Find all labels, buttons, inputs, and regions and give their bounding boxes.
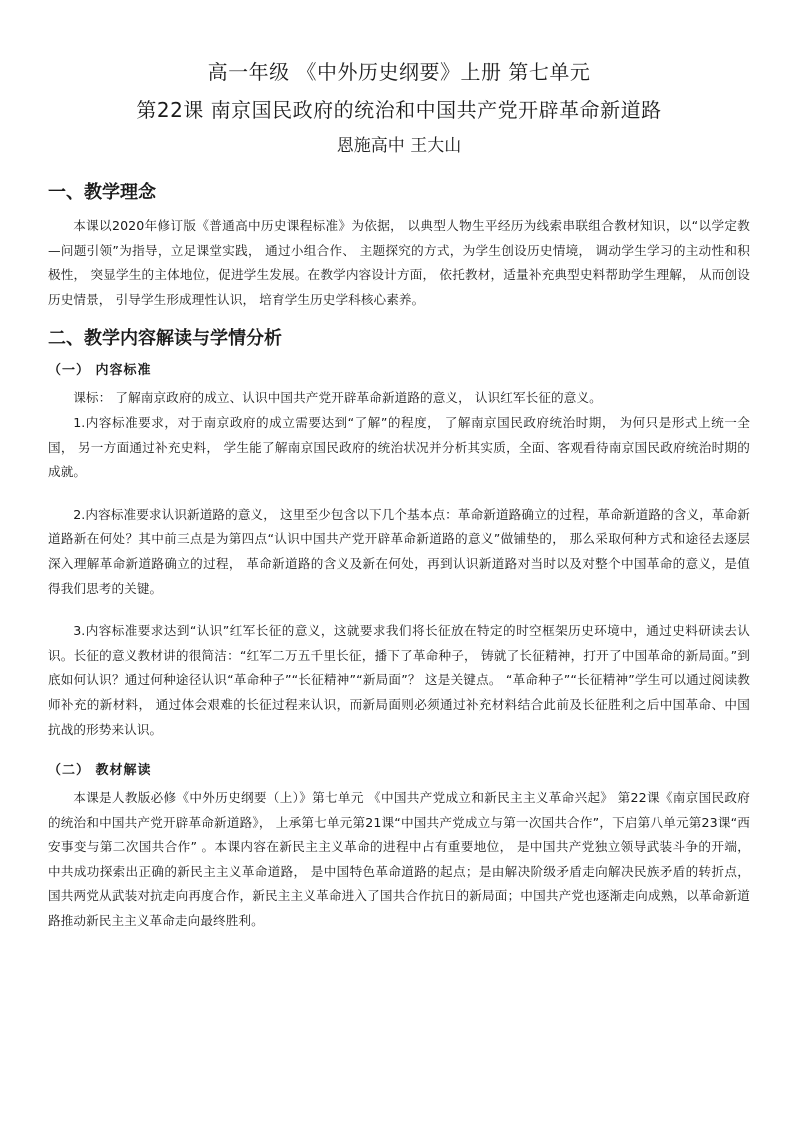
- subsection-heading: （一） 内容标准: [48, 363, 152, 379]
- paragraph: 课标： 了解南京政府的成立、认识中国共产党开辟革命新道路的意义， 认识红军长征的意义。: [73, 390, 602, 406]
- subsection-heading: （二） 教材解读: [48, 763, 152, 779]
- paragraph: 本课以2020年修订版《普通高中历史课程标准》为依据， 以典型人物生平经历为线索串联组合教材知识，以“以学定教—问题引领”为指导，立足课堂实践， 通过小组合作、 主题探究的方式，为学生创设历史情境， 调动学生学习的主动性和积极性， 突显学生的主体地位，促进学生发展。在教学内容设计方面， 依托教材，适量补充典型史料帮助学生理解， 从而创设历史情景， 引导学生形成理性认识， 培育学生历史学科核心素养。: [48, 218, 750, 307]
- lesson-title: 第22课 南京国民政府的统治和中国共产党开辟革命新道路: [136, 98, 662, 122]
- title-block: [48, 58, 750, 158]
- paragraph: 3.内容标准要求达到“认识”红军长征的意义，这就要求我们将长征放在特定的时空框架历史环境中，通过史料研读去认识。长征的意义教材讲的很简洁：“红军二万五千里长征，播下了革命种子， 铸就了长征精神，打开了中国革命的新局面。”到底如何认识？通过何种途径认识“革命种子”“长征精神”“新局面”？ 这是关键点。 “革命种子”“长征精神”学生可以通过阅读教师补充的新材料， 通过体会艰难的长征过程来认识，而新局面则必须通过补充材料结合此前及长征胜利之后中国革命、中国抗战的形势来认识。: [48, 623, 750, 737]
- subsection-textbook-analysis: [48, 760, 750, 934]
- section-heading: 二、教学内容解读与学情分析: [48, 328, 282, 350]
- document-header: 高一年级 《中外历史纲要》上册 第七单元: [207, 60, 591, 84]
- author-line: 恩施高中 王大山: [336, 136, 462, 156]
- paragraph: 2.内容标准要求认识新道路的意义， 这里至少包含以下几个基本点：革命新道路确立的过程，革命新道路的含义，革命新道路新在何处？其中前三点是为第四点“认识中国共产党开辟革命新道路的意义”做铺垫的， 那么采取何种方式和途径去逐层深入理解革命新道路确立的过程， 革命新道路的含义及新在何处，再到认识新道路对当时以及对整个中国革命的意义，是值得我们思考的关键。: [48, 506, 750, 596]
- paragraph: 本课是人教版必修《中外历史纲要（上）》第七单元 《中国共产党成立和新民主主义革命兴起》 第22课《南京国民政府的统治和中国共产党开辟革命新道路》， 上承第七单元第21课“中国共产党成立与第一次国共合作”，下启第八单元第23课“西安事变与第二次国共合作” 。本课内容在新民主主义革命的进程中占有重要地位， 是中国共产党独立领导武装斗争的开端， 中共成功探索出正确的新民主主义革命道路， 是中国特色革命道路的起点；是由解决阶级矛盾走向解决民族矛盾的转折点，国共两党从武装对抗走向再度合作，新民主主义革命进入了国共合作抗日的新局面；中国共产党也逐渐走向成熟，以革命新道路推动新民主主义革命走向最终胜利。: [48, 790, 750, 929]
- section-heading: 一、教学理念: [48, 182, 156, 203]
- section-teaching-philosophy: [48, 180, 750, 312]
- subsection-content-standard: [48, 360, 750, 742]
- section-content-analysis: [48, 326, 750, 933]
- paragraph: 1.内容标准要求，对于南京政府的成立需要达到“了解”的程度， 了解南京国民政府统治时期， 为何只是形式上统一全国， 另一方面通过补充史料， 学生能了解南京国民政府的统治状况并分析其实质，全面、客观看待南京国民政府统治时期的成就。: [48, 414, 750, 480]
